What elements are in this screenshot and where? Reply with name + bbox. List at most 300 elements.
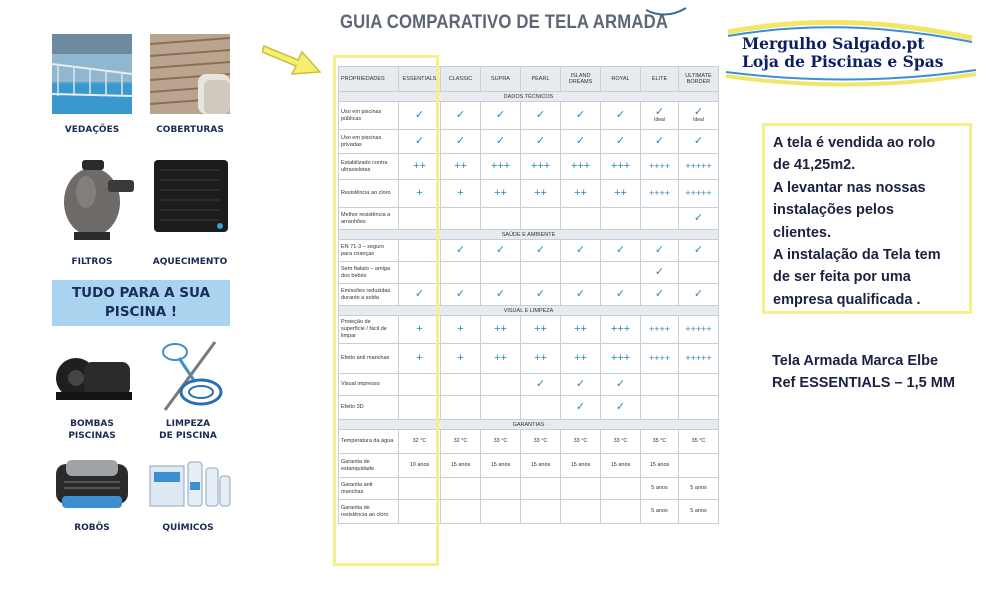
info-line: A levantar nas nossas <box>773 179 926 196</box>
table-cell <box>641 344 679 374</box>
cell-value: ++ <box>494 352 507 364</box>
table-header-row <box>339 67 719 92</box>
table-cell <box>679 430 719 454</box>
menu-label-fences[interactable]: VEDAÇÕES <box>64 125 120 135</box>
cleaning-image[interactable] <box>155 338 230 416</box>
table-cell <box>561 262 601 284</box>
cell-value: 5 anos <box>651 485 668 491</box>
cell-value: ✓ <box>414 135 425 147</box>
pumps-image[interactable] <box>48 348 138 408</box>
cell-value: 33 °C <box>533 438 548 444</box>
covers-image[interactable] <box>150 34 230 114</box>
table-row <box>339 430 719 454</box>
cell-value: ++ <box>534 187 547 199</box>
table-cell <box>679 454 719 478</box>
table-cell <box>601 180 641 208</box>
row-label: Efeito anti manchas <box>339 344 399 374</box>
cell-value: ++ <box>534 352 547 364</box>
table-cell <box>641 262 679 284</box>
table-cell <box>481 454 521 478</box>
table-cell <box>399 102 441 130</box>
table-cell <box>561 430 601 454</box>
table-cell <box>561 208 601 230</box>
cell-value: 15 anos <box>610 462 631 468</box>
table-body <box>339 92 719 524</box>
cell-value: ✓ <box>535 244 546 256</box>
table-cell <box>601 344 641 374</box>
cell-value: ✓ <box>575 378 586 390</box>
table-cell <box>521 500 561 524</box>
product-reference <box>772 350 955 394</box>
col-header: PEARL <box>521 67 561 92</box>
table-cell <box>399 478 441 500</box>
info-line: empresa qualificada . <box>773 291 921 308</box>
filters-image[interactable] <box>56 152 146 247</box>
cell-value: +++ <box>610 352 631 364</box>
table-cell <box>601 154 641 180</box>
section-title: GARANTIAS <box>339 420 719 430</box>
menu-label-robots[interactable]: ROBÔS <box>74 523 110 533</box>
cell-value: 15 anos <box>570 462 591 468</box>
col-header: SUPRA <box>481 67 521 92</box>
table-cell <box>601 262 641 284</box>
cell-value: ++ <box>494 187 507 199</box>
menu-label-heating[interactable]: AQUECIMENTO <box>152 257 228 267</box>
table-cell <box>399 262 441 284</box>
cell-value: ++ <box>494 323 507 335</box>
col-header: ISLAND DREAMS <box>561 67 601 92</box>
table-row <box>339 154 719 180</box>
col-header: ROYAL <box>601 67 641 92</box>
cell-value: ++ <box>454 160 467 172</box>
table-cell <box>679 500 719 524</box>
banner-line1: TUDO PARA A SUA <box>71 285 211 301</box>
table-cell <box>679 344 719 374</box>
row-label: EN 71-3 – seguro para crianças <box>339 240 399 262</box>
table-cell <box>601 102 641 130</box>
menu-label-covers[interactable]: COBERTURAS <box>156 125 224 135</box>
cell-value: +++ <box>610 160 631 172</box>
cell-value: 32 °C <box>453 438 468 444</box>
table-cell <box>641 500 679 524</box>
section-row <box>339 306 719 316</box>
section-row <box>339 420 719 430</box>
cell-value: 35 °C <box>652 438 667 444</box>
table-cell <box>399 154 441 180</box>
cell-value: ✓ <box>455 244 466 256</box>
table-cell <box>521 316 561 344</box>
table-cell <box>521 374 561 396</box>
comparison-table <box>338 66 719 524</box>
cell-value: ✓ <box>654 106 665 118</box>
table-cell <box>481 130 521 154</box>
cell-value: ++ <box>574 187 587 199</box>
table-cell <box>561 316 601 344</box>
col-header: CLASSIC <box>441 67 481 92</box>
table-cell <box>441 284 481 306</box>
info-line: instalações pelos <box>773 202 894 219</box>
info-box <box>762 123 972 314</box>
section-row <box>339 92 719 102</box>
cell-value: ✓ <box>414 288 425 300</box>
table-cell <box>521 262 561 284</box>
table-cell <box>399 454 441 478</box>
arrow-icon <box>262 38 324 78</box>
cell-value: 15 anos <box>530 462 551 468</box>
table-cell <box>679 208 719 230</box>
row-label: Garantia de resistência ao cloro <box>339 500 399 524</box>
row-label: Estabilizado contra ultravioletas <box>339 154 399 180</box>
row-label: Uso em piscinas privadas <box>339 130 399 154</box>
table-cell <box>441 344 481 374</box>
cell-value: ✓ <box>693 288 704 300</box>
row-label: Efeito 3D <box>339 396 399 420</box>
row-label: Sem ftalato – amiga dos bebés <box>339 262 399 284</box>
cell-value: ✓ <box>693 212 704 224</box>
table-cell <box>521 208 561 230</box>
table-cell <box>481 374 521 396</box>
cell-value: ✓ <box>455 135 466 147</box>
logo-line1[interactable]: Mergulho Salgado.pt <box>742 34 925 53</box>
cell-value: + <box>416 187 423 199</box>
cell-value: ✓ <box>575 109 586 121</box>
table-cell <box>399 208 441 230</box>
table-cell <box>399 374 441 396</box>
table-cell <box>521 284 561 306</box>
info-line: de ser feita por uma <box>773 269 911 286</box>
menu-label-chemicals[interactable]: QUÍMICOS <box>162 523 214 533</box>
cell-value: ✓ <box>455 109 466 121</box>
table-cell <box>601 396 641 420</box>
row-label: Garantia anti manchas <box>339 478 399 500</box>
table-cell <box>399 396 441 420</box>
col-header: PROPRIEDADES <box>339 67 399 92</box>
cell-value: ✓ <box>414 109 425 121</box>
table-cell <box>679 130 719 154</box>
table-cell <box>601 284 641 306</box>
table-cell <box>441 316 481 344</box>
table-cell <box>601 430 641 454</box>
table-cell <box>561 396 601 420</box>
table-row <box>339 454 719 478</box>
table-cell <box>561 102 601 130</box>
row-label: Emissões reduzidas durante a solda <box>339 284 399 306</box>
table-cell <box>679 284 719 306</box>
cell-value: ✓ <box>535 378 546 390</box>
table-row <box>339 500 719 524</box>
table-cell <box>521 240 561 262</box>
cell-value: ✓ <box>575 244 586 256</box>
chemicals-image[interactable] <box>148 456 232 514</box>
row-label: Uso em piscinas públicas <box>339 102 399 130</box>
table-cell <box>521 154 561 180</box>
table-cell <box>441 374 481 396</box>
table-cell <box>481 430 521 454</box>
table-row <box>339 344 719 374</box>
table-cell <box>679 396 719 420</box>
table-cell <box>561 374 601 396</box>
table-cell <box>399 130 441 154</box>
cell-value: 33 °C <box>493 438 508 444</box>
table-cell <box>481 316 521 344</box>
table-cell <box>679 316 719 344</box>
table-cell <box>679 240 719 262</box>
table-cell <box>561 344 601 374</box>
cell-value: ✓ <box>455 288 466 300</box>
table-cell <box>561 240 601 262</box>
menu-label-filters[interactable]: FILTROS <box>71 257 113 267</box>
row-label: Temperatura da água <box>339 430 399 454</box>
cell-value: ✓ <box>693 244 704 256</box>
table-row <box>339 208 719 230</box>
cell-value: 15 anos <box>450 462 471 468</box>
cell-value: 5 anos <box>690 485 707 491</box>
table-cell <box>441 240 481 262</box>
table-cell <box>679 262 719 284</box>
table-cell <box>481 344 521 374</box>
promo-banner[interactable] <box>52 280 230 326</box>
table-cell <box>441 102 481 130</box>
heating-image[interactable] <box>150 150 232 236</box>
table-cell <box>481 478 521 500</box>
table-cell <box>561 478 601 500</box>
table-cell <box>641 102 679 130</box>
menu-label-cleaning-line2: DE PISCINA <box>159 431 217 441</box>
cell-value: 33 °C <box>613 438 628 444</box>
cell-value: ✓ <box>654 288 665 300</box>
cell-value: 15 anos <box>649 462 670 468</box>
table-cell <box>521 478 561 500</box>
cell-value: 5 anos <box>651 508 668 514</box>
cell-value: ✓ <box>615 109 626 121</box>
table-cell <box>399 180 441 208</box>
table-cell <box>561 284 601 306</box>
table-cell <box>481 154 521 180</box>
cell-value: ✓ <box>654 135 665 147</box>
table-cell <box>601 500 641 524</box>
cell-value: ✓ <box>615 401 626 413</box>
cell-value: ✓ <box>615 288 626 300</box>
table-cell <box>481 500 521 524</box>
logo-line2[interactable]: Loja de Piscinas e Spas <box>742 52 944 71</box>
cell-value: ✓ <box>535 135 546 147</box>
col-header: ESSENTIALS <box>399 67 441 92</box>
table-cell <box>679 478 719 500</box>
cell-value: 33 °C <box>573 438 588 444</box>
table-cell <box>441 500 481 524</box>
cell-value: ++ <box>413 160 426 172</box>
table-cell <box>561 180 601 208</box>
table-cell <box>561 130 601 154</box>
cell-value: ++++ <box>648 161 671 171</box>
table-cell <box>641 316 679 344</box>
cell-value: + <box>416 323 423 335</box>
table-cell <box>641 154 679 180</box>
table-row <box>339 262 719 284</box>
menu-label-cleaning[interactable] <box>138 418 238 442</box>
cell-value: ++++ <box>648 324 671 334</box>
cell-value: 15 anos <box>490 462 511 468</box>
table-cell <box>481 208 521 230</box>
table-cell <box>399 430 441 454</box>
cell-value: +++++ <box>685 353 712 363</box>
table-cell <box>441 430 481 454</box>
cell-value: 5 anos <box>690 508 707 514</box>
cell-value: +++ <box>490 160 511 172</box>
table-row <box>339 478 719 500</box>
cell-value: ✓ <box>495 135 506 147</box>
table-cell <box>641 180 679 208</box>
table-cell <box>481 102 521 130</box>
cell-note: Ideal <box>693 117 704 123</box>
table-cell <box>441 208 481 230</box>
table-row <box>339 130 719 154</box>
table-cell <box>441 154 481 180</box>
table-cell <box>641 430 679 454</box>
cell-value: 10 anos <box>409 462 430 468</box>
fences-image[interactable] <box>52 34 132 114</box>
row-label: Resistência ao cloro <box>339 180 399 208</box>
cell-value: +++++ <box>685 161 712 171</box>
table-cell <box>561 454 601 478</box>
cell-value: ✓ <box>535 288 546 300</box>
cell-value: 35 °C <box>691 438 706 444</box>
table-cell <box>641 396 679 420</box>
table-cell <box>679 154 719 180</box>
reference-line2: Ref ESSENTIALS – 1,5 MM <box>772 375 955 391</box>
table-cell <box>441 454 481 478</box>
table-cell <box>641 454 679 478</box>
info-line: A instalação da Tela tem <box>773 247 941 264</box>
table-cell <box>521 180 561 208</box>
cell-value: +++ <box>530 160 551 172</box>
table-cell <box>601 130 641 154</box>
section-title: SAÚDE E AMBIENTE <box>339 230 719 240</box>
cell-value: ++ <box>534 323 547 335</box>
table-cell <box>441 180 481 208</box>
table-cell <box>481 396 521 420</box>
table-row <box>339 284 719 306</box>
table-cell <box>399 344 441 374</box>
robots-image[interactable] <box>52 456 132 514</box>
section-title: VISUAL E LIMPEZA <box>339 306 719 316</box>
cell-value: ✓ <box>654 244 665 256</box>
section-title: DADOS TÉCNICOS <box>339 92 719 102</box>
cell-value: ✓ <box>693 106 704 118</box>
table-cell <box>641 130 679 154</box>
cell-value: ✓ <box>615 135 626 147</box>
info-line: de 41,25m2. <box>773 157 856 174</box>
cell-value: + <box>457 323 464 335</box>
table-row <box>339 396 719 420</box>
table-cell <box>521 130 561 154</box>
table-cell <box>521 396 561 420</box>
table-row <box>339 102 719 130</box>
cell-value: + <box>457 352 464 364</box>
row-label: Proteção de superfície / fácil de limpar <box>339 316 399 344</box>
table-cell <box>601 454 641 478</box>
cell-value: ✓ <box>654 266 665 278</box>
cell-value: ++ <box>574 352 587 364</box>
table-cell <box>481 180 521 208</box>
table-cell <box>441 396 481 420</box>
table-cell <box>601 478 641 500</box>
cell-value: ✓ <box>495 288 506 300</box>
table-cell <box>481 262 521 284</box>
table-cell <box>561 154 601 180</box>
table-cell <box>521 454 561 478</box>
table-row <box>339 316 719 344</box>
table-cell <box>399 316 441 344</box>
table-cell <box>521 102 561 130</box>
cell-value: + <box>416 352 423 364</box>
cell-value: ✓ <box>615 378 626 390</box>
menu-label-pumps-line2: PISCINAS <box>68 431 116 441</box>
cell-value: ✓ <box>495 244 506 256</box>
row-label: Visual impresso <box>339 374 399 396</box>
info-line: clientes. <box>773 224 832 241</box>
menu-label-pumps-line1: BOMBAS <box>70 419 114 429</box>
table-cell <box>481 284 521 306</box>
cell-value: ++++ <box>648 188 671 198</box>
cell-value: ++ <box>614 187 627 199</box>
table-cell <box>641 208 679 230</box>
table-cell <box>641 284 679 306</box>
table-cell <box>679 374 719 396</box>
decorative-swoosh <box>644 4 688 18</box>
info-line: A tela é vendida ao rolo <box>773 135 936 151</box>
cell-note: Ideal <box>654 117 665 123</box>
cell-value: ✓ <box>535 109 546 121</box>
cell-value: ✓ <box>575 288 586 300</box>
table-cell <box>399 500 441 524</box>
table-cell <box>399 284 441 306</box>
banner-line2: PISCINA ! <box>104 304 178 320</box>
table-cell <box>441 130 481 154</box>
guide-title: GUIA COMPARATIVO DE TELA ARMADA <box>340 12 669 33</box>
table-cell <box>521 430 561 454</box>
cell-value: +++++ <box>685 324 712 334</box>
cell-value: ✓ <box>495 109 506 121</box>
cell-value: ✓ <box>575 401 586 413</box>
reference-line1: Tela Armada Marca Elbe <box>772 353 939 369</box>
table-cell <box>441 262 481 284</box>
section-row <box>339 230 719 240</box>
table-cell <box>601 240 641 262</box>
table-cell <box>561 500 601 524</box>
table-row <box>339 180 719 208</box>
cell-value: + <box>457 187 464 199</box>
table-row <box>339 374 719 396</box>
cell-value: +++ <box>570 160 591 172</box>
cell-value: ✓ <box>693 135 704 147</box>
table-cell <box>679 102 719 130</box>
col-header: ELITE <box>641 67 679 92</box>
row-label: Melhor resistência a arranhões <box>339 208 399 230</box>
cell-value: ++ <box>574 323 587 335</box>
table-row <box>339 240 719 262</box>
table-cell <box>601 208 641 230</box>
cell-value: 32 °C <box>412 438 427 444</box>
menu-label-pumps[interactable] <box>42 418 142 442</box>
table-cell <box>679 180 719 208</box>
table-cell <box>399 240 441 262</box>
table-cell <box>521 344 561 374</box>
table-cell <box>641 478 679 500</box>
cell-value: ✓ <box>575 135 586 147</box>
cell-value: +++++ <box>685 188 712 198</box>
cell-value: ++++ <box>648 353 671 363</box>
